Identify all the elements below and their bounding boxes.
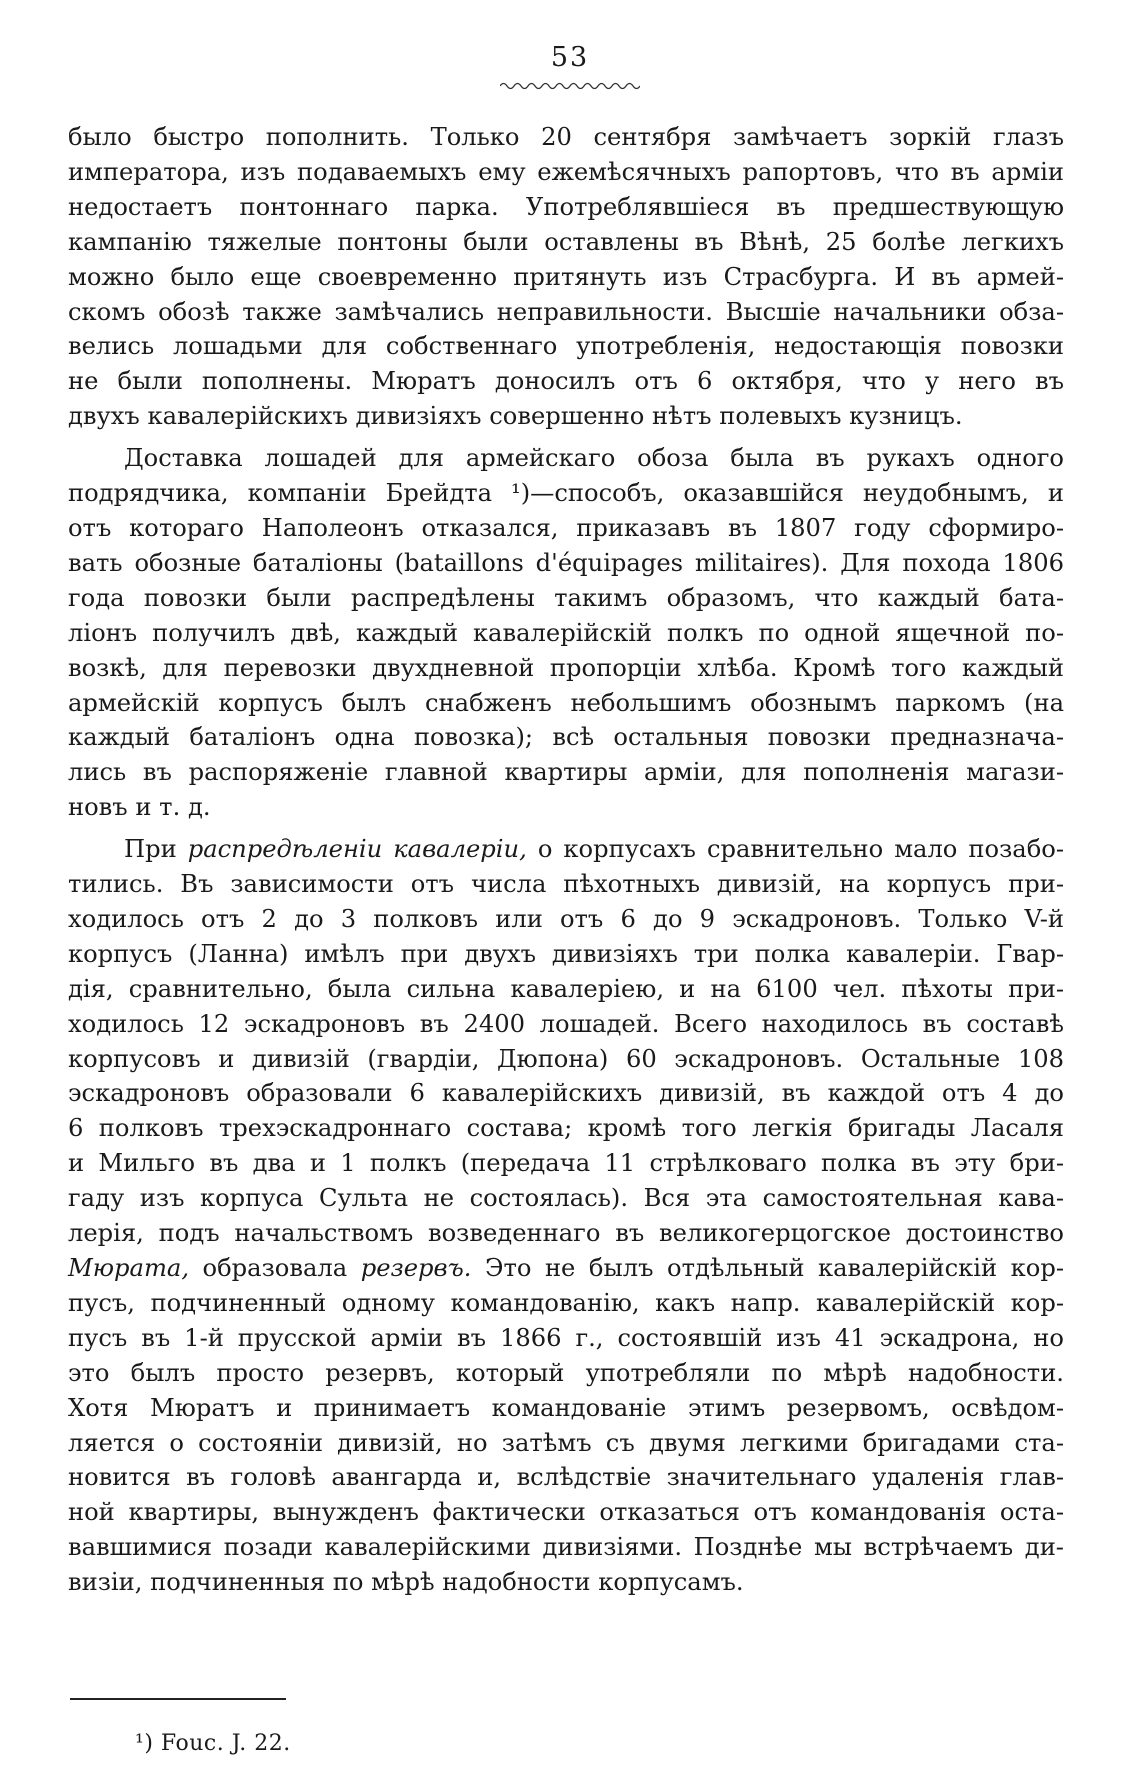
paragraph-2 <box>68 441 1064 825</box>
text-line: вавшимися позади кавалерійскими дивизіями. Позднѣе мы встрѣчаемъ ди- <box>68 1533 1064 1562</box>
text-line: дія, сравнительно, была сильна кавалеріею, и на 6100 чел. пѣхоты при- <box>68 974 1064 1003</box>
text-line: года повозки были распредѣлены такимъ образомъ, что каждый бата- <box>68 583 1064 612</box>
text-fragment: При <box>124 835 188 864</box>
text-line: скомъ обозѣ также замѣчались неправильности. Высшіе начальники обза- <box>68 297 1064 326</box>
text-line: можно было еще своевременно притянуть изъ Страсбурга. И въ армей- <box>68 262 1064 291</box>
footnote-marker: ¹) <box>135 1731 154 1756</box>
paragraph-3 <box>68 832 1064 1600</box>
text-line: двухъ кавалерійскихъ дивизіяхъ совершенно нѣтъ полевыхъ кузницъ. <box>68 402 963 431</box>
text-line: гаду изъ корпуса Сульта не состоялась). Вся эта самостоятельная кава- <box>68 1184 1064 1213</box>
text-line: императора, изъ подаваемыхъ ему ежемѣсячныхъ рапортовъ, что въ арміи <box>68 157 1064 186</box>
text-line: ходилось 12 эскадроновъ въ 2400 лошадей. Всего находилось въ составѣ <box>68 1009 1064 1038</box>
text-line: подрядчика, компаніи Брейдта ¹)—способъ, оказавшійся неудобнымъ, и <box>68 479 1064 508</box>
text-line: кампанію тяжелые понтоны были оставлены въ Вѣнѣ, 25 болѣе легкихъ <box>68 227 1064 256</box>
italic-term: распредѣленіи кавалеріи, <box>187 835 527 864</box>
text-line: 6 полковъ трехэскадроннаго состава; кромѣ того легкія бригады Ласаля <box>68 1114 1064 1143</box>
body-text <box>68 120 1064 1607</box>
text-line: лерія, подъ начальствомъ возведеннаго въ великогерцогское достоинство <box>68 1219 1064 1248</box>
text-line: и Мильго въ два и 1 полкъ (передача 11 стрѣлковаго полка въ эту бри- <box>68 1149 1064 1178</box>
text-line: корпусовъ и дивизій (гвардіи, Дюпона) 60 эскадроновъ. Остальные 108 <box>68 1044 1064 1073</box>
text-line: ляется о состояніи дивизій, но затѣмъ съ двумя легкими бригадами ста- <box>68 1428 1064 1457</box>
text-line: тились. Въ зависимости отъ числа пѣхотныхъ дивизій, на корпусъ при- <box>68 870 1064 899</box>
text-line <box>68 1251 1064 1286</box>
text-line: каждый баталіонъ одна повозка); всѣ остальныя повозки предназнача- <box>68 723 1064 752</box>
text-fragment: Это не былъ отдѣльный кавалерійскій кор- <box>471 1254 1065 1282</box>
italic-term: Мюрата, <box>68 1254 190 1282</box>
page-number: 53 <box>550 42 590 73</box>
text-line: новится въ головѣ авангарда и, вслѣдствіе значительнаго удаленія глав- <box>68 1463 1064 1492</box>
text-line: армейскій корпусъ былъ снабженъ небольшимъ обознымъ паркомъ (на <box>68 688 1064 717</box>
text-line: Хотя Мюратъ и принимаетъ командованіе этимъ резервомъ, освѣдом- <box>68 1393 1064 1422</box>
text-line: эскадроновъ образовали 6 кавалерійскихъ дивизій, въ каждой отъ 4 до <box>68 1079 1064 1108</box>
text-line: ной квартиры, вынужденъ фактически отказаться отъ командованія оста- <box>68 1498 1064 1527</box>
text-line: лись въ распоряженіе главной квартиры арміи, для пополненія магази- <box>68 758 1064 787</box>
page-number-ornament <box>500 80 640 92</box>
footnote-text: Fouc. J. 22. <box>160 1731 291 1756</box>
text-line: ходилось отъ 2 до 3 полковъ или отъ 6 до 9 эскадроновъ. Только V-й <box>68 904 1064 933</box>
text-line: недостаетъ понтоннаго парка. Употреблявшіеся въ предшествующую <box>68 192 1064 221</box>
text-line: вать обозные баталіоны (bataillons d'équipages militaires). Для похода 1806 <box>68 548 1064 577</box>
text-line: не были пополнены. Мюратъ доносилъ отъ 6 октября, что у него въ <box>68 367 1064 396</box>
text-line: возкѣ, для перевозки двухдневной пропорціи хлѣба. Кромѣ того каждый <box>68 653 1064 682</box>
footnote-divider <box>70 1698 286 1700</box>
text-line <box>68 832 1064 867</box>
text-line: корпусъ (Ланна) имѣлъ при двухъ дивизіяхъ три полка кавалеріи. Гвар- <box>68 939 1064 968</box>
text-line: пусъ въ 1-й прусской арміи въ 1866 г., состоявшій изъ 41 эскадрона, но <box>68 1323 1064 1352</box>
text-fragment: о корпусахъ сравнительно мало позабо- <box>526 835 1064 864</box>
text-line: Доставка лошадей для армейскаго обоза была въ рукахъ одного <box>124 444 1064 473</box>
text-line: визіи, подчиненныя по мѣрѣ надобности корпусамъ. <box>68 1568 744 1597</box>
text-line: это былъ просто резервъ, который употребляли по мѣрѣ надобности. <box>68 1358 1064 1387</box>
text-line: отъ котораго Наполеонъ отказался, приказавъ въ 1807 году сформиро- <box>68 513 1064 542</box>
text-fragment: образовала <box>189 1254 361 1282</box>
paragraph-1 <box>68 120 1064 434</box>
footnote <box>135 1731 291 1756</box>
text-line: было быстро пополнить. Только 20 сентября замѣчаетъ зоркій глазъ <box>68 123 1064 151</box>
italic-term: резервъ. <box>360 1254 472 1282</box>
text-line: велись лошадьми для собственнаго употребленія, недостающія повозки <box>68 332 1064 361</box>
text-line: пусъ, подчиненный одному командованію, какъ напр. кавалерійскій кор- <box>68 1288 1064 1317</box>
text-line: новъ и т. д. <box>68 793 211 822</box>
text-line: ліонъ получилъ двѣ, каждый кавалерійскій полкъ по одной ящечной по- <box>68 618 1064 647</box>
